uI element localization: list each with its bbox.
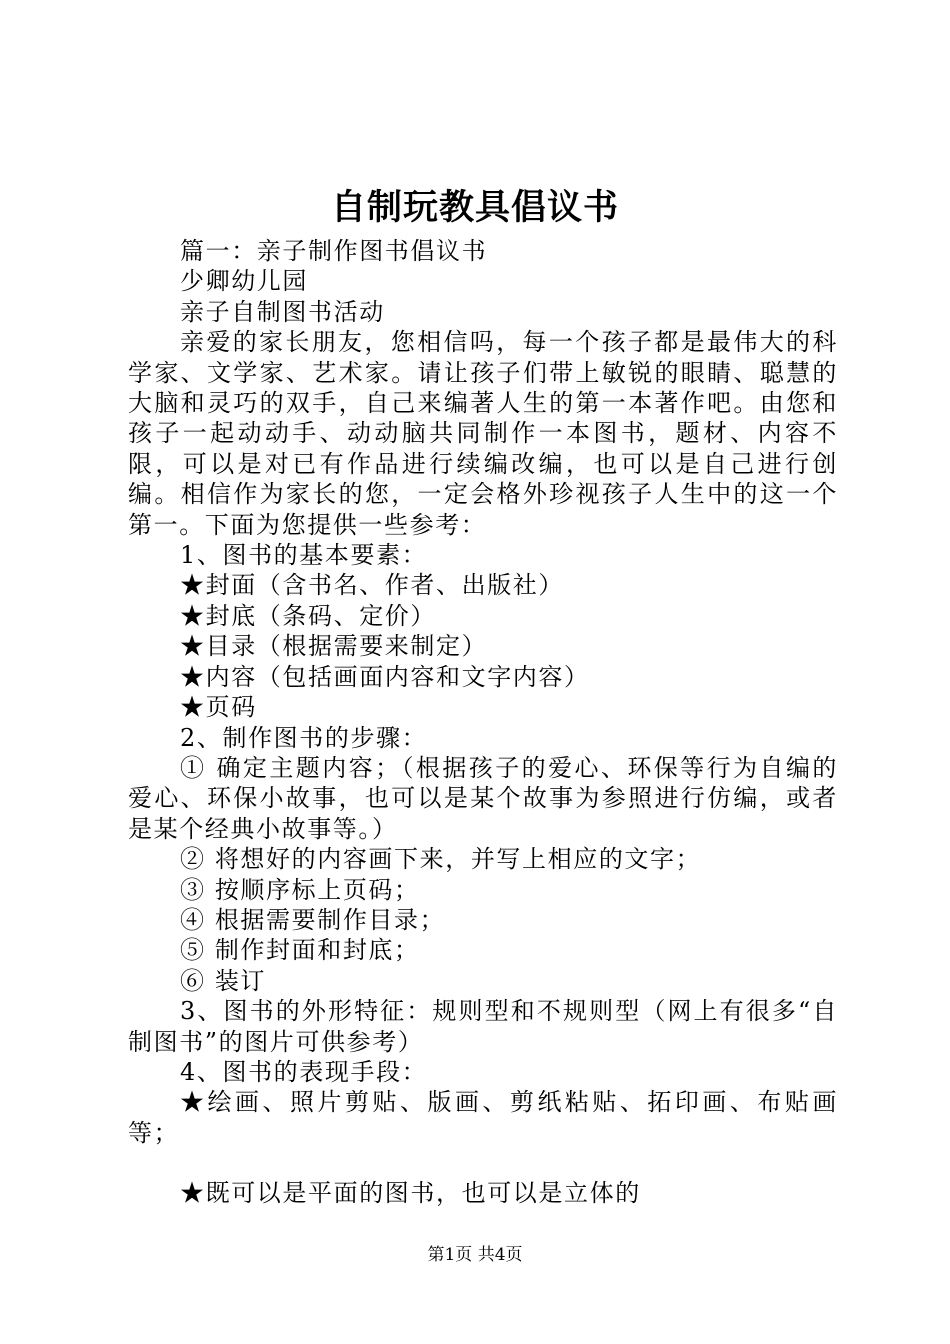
- paragraph-item: ★目录（根据需要来制定）: [180, 632, 488, 661]
- paragraph-item: ★既可以是平面的图书，也可以是立体的: [180, 1179, 641, 1208]
- paragraph-item: ★页码: [180, 693, 257, 722]
- paragraph-section-4: 4、图书的表现手段：: [180, 1057, 428, 1086]
- document-title: 自制玩教具倡议书: [330, 187, 619, 228]
- paragraph-section-1: 1、图书的基本要素：: [180, 541, 428, 570]
- paragraph-step: ③ 按顺序标上页码；: [180, 875, 420, 904]
- paragraph-item: ★封底（条码、定价）: [180, 601, 436, 630]
- paragraph-school: 少卿幼儿园: [180, 267, 308, 296]
- paragraph-step: ⑤ 制作封面和封底；: [180, 936, 420, 965]
- paragraph-step: ② 将想好的内容画下来，并写上相应的文字；: [180, 845, 702, 874]
- paragraph-item: ★绘画、照片剪贴、版画、剪纸粘贴、拓印画、布贴画等；: [128, 1088, 838, 1147]
- paragraph-step: ⑥ 装订: [180, 966, 267, 995]
- paragraph-activity: 亲子自制图书活动: [180, 297, 385, 326]
- document-body: [128, 236, 838, 1209]
- paragraph-item: ★封面（含书名、作者、出版社）: [180, 571, 564, 600]
- paragraph-section-2: 2、制作图书的步骤：: [180, 723, 428, 752]
- paragraph-step: ① 确定主题内容；（根据孩子的爱心、环保等行为自编的爱心、环保小故事，也可以是某个故事为参照进行仿编，或者是某个经典小故事等。）: [128, 753, 838, 843]
- paragraph-intro: 亲爱的家长朋友，您相信吗，每一个孩子都是最伟大的科学家、文学家、艺术家。请让孩子们带上敏锐的眼睛、聪慧的大脑和灵巧的双手，自己来编著人生的第一本著作吧。由您和孩子一起动动手、动动脑共同制作一本图书，题材、内容不限，可以是对已有作品进行续编改编，也可以是自己进行创编。相信作为家长的您，一定会格外珍视孩子人生中的这一个第一。下面为您提供一些参考：: [128, 328, 838, 539]
- paragraph-step: ④ 根据需要制作目录；: [180, 905, 446, 934]
- paragraph-item: ★内容（包括画面内容和文字内容）: [180, 662, 590, 691]
- page-footer: 第1页 共4页: [427, 1245, 523, 1265]
- paragraph-heading: 篇一：亲子制作图书倡议书: [180, 237, 488, 265]
- paragraph-section-3: 3、图书的外形特征：规则型和不规则型（网上有很多“自制图书”的图片可供参考）: [128, 997, 838, 1056]
